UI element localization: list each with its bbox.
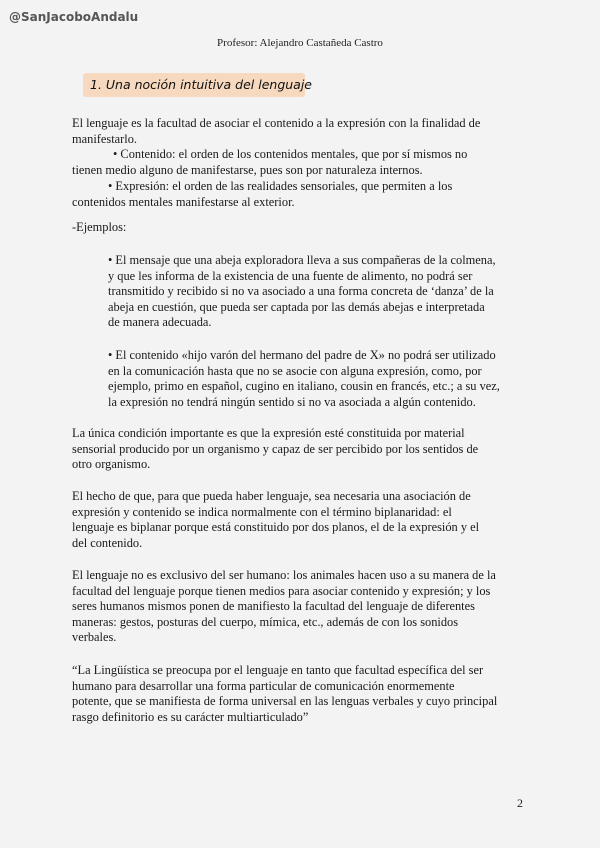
example-bee: • El mensaje que una abeja exploradora lleva a sus compañeras de la colmena, y que les informa de la existencia de una fuente de alimento, no podrá ser transmitido y recibido si no va asociado a una forma concreta de ‘danza’ de la abeja en cuestión, que pueda ser captada por las demás abejas e interpretada de manera adecuada. bbox=[108, 253, 496, 330]
paragraph-exclusivo: El lenguaje no es exclusivo del ser humano: los animales hacen uso a su manera de la facultad del lenguaje porque tienen medios para asociar contenido y expresión; y los seres humanos mismos ponen de manifiesto la facultad del lenguaje de diferentes maneras: gestos, posturas del cuerpo, mímica, etc., además de con los sonidos verbales. bbox=[72, 568, 496, 645]
professor-header: Profesor: Alejandro Castañeda Castro bbox=[217, 37, 383, 49]
section-title: 1. Una noción intuitiva del lenguaje bbox=[90, 77, 312, 92]
bullet-contenido: • Contenido: el orden de los contenidos mentales, que por sí mismos no tienen medio alguno de manifestarse, pues son por naturaleza internos. bbox=[72, 147, 468, 177]
paragraph-biplanar: El hecho de que, para que pueda haber lenguaje, sea necesaria una asociación de expresión y contenido se indica normalmente con el término biplanaridad: el lenguaje es biplanar porque está constituido por dos planos, el de la expresión y el del contenido. bbox=[72, 489, 480, 550]
watermark: @SanJacoboAndalu bbox=[9, 10, 139, 24]
intro-paragraph: El lenguaje es la facultad de asociar el contenido a la expresión con la finalidad de manifestarlo. bbox=[72, 116, 481, 146]
paragraph-condicion: La única condición importante es que la expresión esté constituida por material sensorial producido por un organismo y capaz de ser percibido por los sentidos de otro organismo. bbox=[72, 426, 479, 472]
section-heading bbox=[83, 73, 312, 97]
ejemplos-label: -Ejemplos: bbox=[72, 220, 127, 234]
example-contenido: • El contenido «hijo varón del hermano del padre de X» no podrá ser utilizado en la comunicación hasta que no se asocie con alguna expresión, como, por ejemplo, primo en español, cugino en italiano, cousin en francés, etc.; a su vez, la expresión no tendrá ningún sentido si no va asociada a algún contenido. bbox=[108, 348, 500, 409]
page-number: 2 bbox=[517, 796, 523, 810]
bullet-expresion: • Expresión: el orden de las realidades sensoriales, que permiten a los contenidos mentales manifestarse al exterior. bbox=[72, 179, 453, 209]
quote-paragraph: “La Lingüística se preocupa por el lenguaje en tanto que facultad específica del ser humano para desarrollar una forma particular de comunicación enormemente potente, que se manifiesta de forma universal en las lenguas verbales y cuyo principal rasgo definitorio es su carácter multiarticulado” bbox=[72, 663, 498, 724]
